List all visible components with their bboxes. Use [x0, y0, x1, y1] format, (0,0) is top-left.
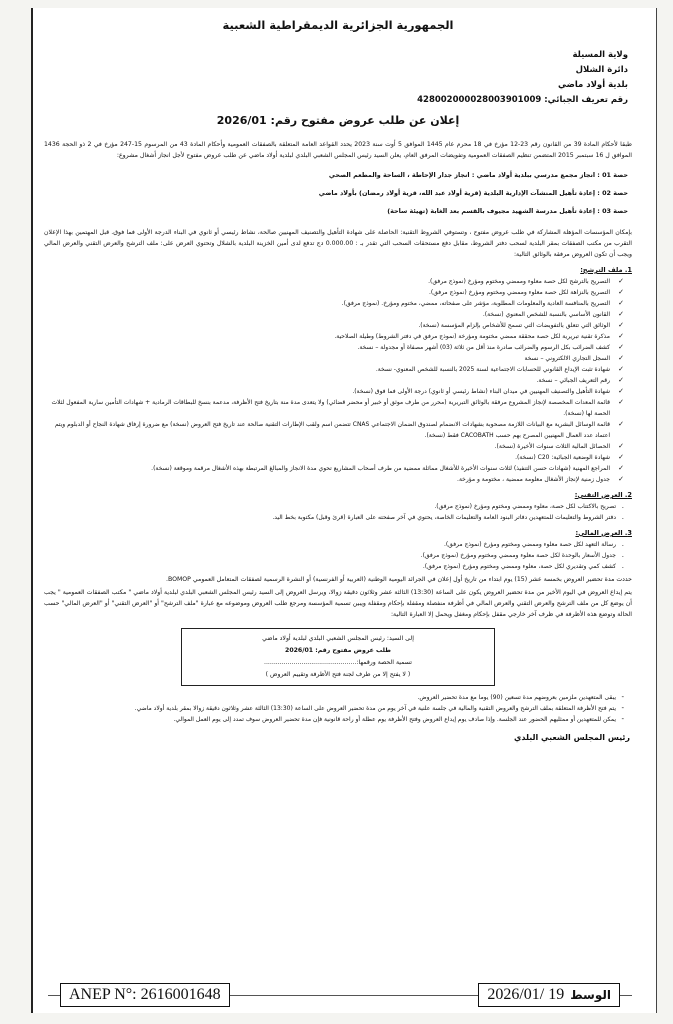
newspaper-name: الوسط: [570, 988, 611, 1002]
candidature-title: 1. ملف الترشح:: [580, 266, 632, 274]
list-item-text: التصريح بالنزاهة لكل حصة معلوء وممضي ومختوم ومؤرخ (نموذج مرفق).: [429, 289, 610, 296]
list-item-text: السجل التجاري الالكتروني – نسخة: [524, 355, 610, 362]
financial-list: [44, 539, 624, 572]
list-item: [44, 320, 624, 331]
check-icon: ✓: [618, 420, 624, 428]
check-icon: ✓: [618, 321, 624, 329]
list-item: [44, 474, 624, 485]
administration-block: [40, 48, 636, 108]
list-item: [44, 276, 624, 287]
notes-list: [44, 692, 624, 725]
list-item: [44, 463, 624, 474]
list-item-text: شهادة الوضعية الجبائية: C20 (نسخة).: [515, 454, 610, 461]
dash-icon: .: [621, 562, 624, 570]
lot-02: حصة 02 : إعادة تأهيل المنشآت الإدارية البلدية (قرية أولاد عبد الله، قرية أولاد رمضان) بأولاد ماضي: [318, 189, 628, 197]
list-item-text: يمكن للمتعهدين أو ممثليهم الحضور عند الجلسة. وإذا صادف يوم إيداع العروض وفتح الأظرفة يوم عطلة أو راحة قانونية فإن مدة تحضير العروض سوف تمدد إلى يوم العمل الموالي.: [173, 716, 616, 723]
list-item-text: الوثائق التي تتعلق بالتفويضات التي تسمح للأشخاص بإلزام المؤسسة (نسخة).: [418, 322, 610, 329]
check-icon: ✓: [618, 387, 624, 395]
list-item: [44, 539, 624, 550]
envelope-line: إلى السيد: رئيس المجلس الشعبي البلدي لبلدية أولاد ماضي: [262, 635, 414, 642]
dash-icon: .: [621, 551, 624, 559]
intro-paragraph: طبقا لأحكام المادة 39 من القانون رقم 23-12 مؤرخ في 18 محرم عام 1445 الموافق 5 أوت سنة 2023 يحدد القواعد العامة المتعلقة بالصفقات العمومية وأحكام المادة 43 من المرسوم 15-247 مؤرخ في 2 ذو الحجة 1436 الموافق ل 16 سبتمبر 2015 المتضمن تنظيم الصفقات العمومية وتفويضات المرفق العام، يعلن السيد رئيس المجلس الشعبي البلدي لبلدية أولاد ماضي عن طلب عروض مفتوح لأجل انجاز أشغال مشروع:: [44, 141, 632, 159]
list-item: [44, 714, 624, 725]
list-item-text: يبقى المتعهدين ملزمين بعروضهم مدة تسعين (90) يوما مع مدة تحضير العروض.: [417, 694, 616, 701]
list-item-text: التصريح بالترشح لكل حصة معلوء وممضي ومختوم ومؤرخ (نموذج مرفق).: [428, 278, 610, 285]
check-icon: ✓: [618, 376, 624, 384]
list-item: [44, 375, 624, 386]
list-item: [44, 441, 624, 452]
dash-icon: -: [621, 704, 624, 712]
list-item: [44, 501, 624, 512]
envelope-line: طلب عروض مفتوح رقم: 2026/01: [285, 647, 391, 654]
list-item: [44, 397, 624, 419]
list-item-text: رقم التعريف الجبائي – نسخة.: [536, 377, 610, 384]
list-item-text: رسالة التعهد لكل حصة معلوء وممضي ومختوم ومؤرخ (نموذج مرفق).: [443, 541, 616, 548]
technical-list: [44, 501, 624, 523]
list-item-text: جدول الأسعار بالوحدة لكل حصة معلوء وممضي ومختوم ومؤرخ (نموذج مرفق).: [420, 552, 616, 559]
check-icon: ✓: [618, 365, 624, 373]
list-item: [44, 331, 624, 342]
announcement-title: إعلان عن طلب عروض مفتوح رقم: 2026/01: [216, 114, 460, 127]
check-icon: ✓: [618, 310, 624, 318]
signature: رئيس المجلس الشعبي البلدي: [514, 733, 630, 742]
check-icon: ✓: [618, 442, 624, 450]
list-item: [44, 287, 624, 298]
list-item-text: دفتر الشروط والتعليمات للمتعهدين دفاتر البنود العامة والتعليمات الخاصة، يحتوي في آخر صفحته على العبارة (قرئ وقبل) مكتوبة بخط اليد.: [272, 514, 616, 521]
list-item-text: شهادة التأهيل والتصنيف المهنيين في ميدان البناء (نشاط رئيسي أو ثانوي) درجة الأولى فما فوق (نسخة).: [352, 388, 610, 395]
announcement-document: [40, 14, 636, 742]
list-item: [44, 452, 624, 463]
dash-icon: -: [621, 693, 624, 701]
check-icon: ✓: [618, 464, 624, 472]
list-item: [44, 550, 624, 561]
list-item-text: الحصائل المالية الثلاث سنوات الأخيرة (نسخة).: [494, 443, 610, 450]
list-item-text: يتم فتح الأظرفة المتعلقة بملف الترشح والعروض التقنية والمالية في جلسة علنية في آخر يوم من مدة تحضير العروض على الساعة (13:30) الثالثة عشر وثلاثون دقيقة زوالا بمقر بلدية أولاد ماضي.: [134, 705, 616, 712]
list-item-text: القانون الأساسي بالنسبة للشخص المعنوي (نسخة).: [482, 311, 610, 318]
list-item-text: كشف كمي وتقديري لكل حصة، معلوء وممضي ومختوم ومؤرخ (نموذج مرفق).: [422, 563, 616, 570]
nif-label: رقم تعريف الجبائي:: [544, 95, 628, 105]
list-item-text: التصريح بالمنافسة العادية والمعلومات المطلوبة، مؤشر على صفحاته، ممضي، مختوم ومؤرخ. (نموذج مرفق).: [341, 300, 610, 307]
list-item: [44, 512, 624, 523]
check-icon: ✓: [618, 354, 624, 362]
list-item: [44, 298, 624, 309]
technical-title: 2. العرض التقني:: [574, 491, 632, 499]
nif-number: 428002000028003901009: [417, 95, 542, 105]
wilaya: ولاية المسيلة: [572, 50, 628, 60]
eligibility-paragraph: بإمكان المؤسسات المؤهلة المشاركة في طلب عروض مفتوح ، وتستوفي الشروط التقنية: الحاصلة على شهادة التأهيل والتصنيف المهنيين صالحة، نشاط رئيسي أو ثانوي في البناء الدرجة الأولى فما فوق. قبل المهتمين بهذا الإعلان التقرب من مكتب الصفقات بمقر البلدية لسحب دفتر الشروط، مقابل دفع مستحقات السحب التي تقدر بـ : 0.000.00 دج تدفع لدى أمين الخزينة البلدية بالشلال وتحتوي العرض على: ملف الترشح والعرض التقني والعرض المالي ويجب أن تكون العروض مرفقة بالوثائق التالية:: [44, 229, 632, 258]
list-item: [44, 703, 624, 714]
candidature-list: [44, 276, 624, 485]
list-item-text: المراجع المهنية (شهادات حسن التنفيذ) لثلاث سنوات الأخيرة للأشغال مماثلة ممضية من طرف أصحاب المشاريع تحوي مدة الانجاز والمبالغ المرتبطة بهذه الأشغال مرقمة وموقعة (نسخة).: [151, 465, 610, 472]
envelope-line: ( لا يفتح إلا من طرف لجنة فتح الأظرفة وتقييم العروض ): [265, 671, 411, 678]
list-item-text: كشف الضرائب بكل الرسوم والضرائب صادرة منذ أقل من ثلاثة (03) أشهر مصفاة أو مجدولة – نسخة.: [357, 344, 610, 351]
publication-date: 2026/01/ 19: [487, 986, 565, 1003]
list-item: [44, 419, 624, 441]
daira: دائرة الشلال: [575, 65, 628, 75]
deadline-paragraph: حددت مدة تحضير العروض بخمسة عشر (15) يوم ابتداء من تاريخ أول إعلان في الجرائد اليومية الوطنية (العربية أو الفرنسية) أو النشرة الرسمية لصفقات المتعامل العمومي BOMOP.: [165, 576, 632, 583]
dash-icon: .: [621, 540, 624, 548]
anep-number: ANEP N°: 2616001648: [60, 983, 230, 1007]
envelope-box: [181, 628, 495, 686]
check-icon: ✓: [618, 288, 624, 296]
list-item-text: تصريح بالاكتتاب لكل حصة، معلوء وممضي ومختوم ومؤرخ (نموذج مرفق).: [434, 503, 616, 510]
check-icon: ✓: [618, 453, 624, 461]
republic-header: الجمهورية الجزائرية الديمقراطية الشعبية: [222, 18, 454, 32]
dash-icon: .: [621, 502, 624, 510]
deposit-paragraph: يتم إيداع العروض في اليوم الأخير من مدة تحضير العروض يكون على الساعة (13:30) الثالثة عشر وثلاثون دقيقة زوالا، ويرسل العروض إلى السيد رئيس المجلس الشعبي البلدي لبلدية أولاد ماضي " مكتب الصفقات العمومية " يجب أن يوضع كل من ملف الترشح والعرض التقني والعرض المالي في أظرفة منفصلة ومقفلة بإحكام ومقفلة ويبين تسمية المؤسسة ومرجع طلب العروض وموضوعه مع عبارة "ملف الترشح" أو "العرض التقني" أو "العرض المالي" حسب الحالة وتوضع هذه الأظرفة في ظرف آخر خارجي مقفل بإحكام ومغفل ويحمل إلا العبارة التالية:: [44, 589, 632, 618]
list-item-text: قائمة الوسائل البشرية مع البيانات اللازمة مصحوبة بشهادات الانضمام لصندوق الضمان الاجتماعي CNAS تتضمن اسم ولقب الإطارات التقنية صالحة عند تاريخ فتح العروض (نسخة) مع ضرورة إرفاق شهادة النجاح أو الدبلوم ويتم اعتماد عدد العمال المهنيين المصرح بهم حسب CACOBATH فقط (نسخة).: [54, 421, 610, 439]
lot-01: حصة 01 : انجاز مجمع مدرسي ببلدية أولاد ماضي : انجاز جدار الإحاطة ، الساحة والمطعم الصحي: [328, 171, 628, 179]
list-item-text: مذكرة تقنية تبريرية لكل حصة محققة ممضي مختومة ومؤرخة (نموذج مرفق في دفتر الشروط) وطيلة الصلاحية.: [334, 333, 610, 340]
publication-date-box: [478, 983, 620, 1007]
lot-03: حصة 03 : إعادة تأهيل مدرسة الشهيد مجيوف بالقسم بعد الغابة (تهيئة ساحة): [387, 207, 628, 215]
list-item: [44, 386, 624, 397]
dash-icon: -: [621, 715, 624, 723]
list-item: [44, 309, 624, 320]
list-item: [44, 342, 624, 353]
list-item-text: شهادة تثبت الإيداع القانوني للحسابات الاجتماعية لسنة 2025 بالنسبة للشخص المعنوي- نسخة.: [375, 366, 610, 373]
check-icon: ✓: [618, 475, 624, 483]
list-item: [44, 561, 624, 572]
list-item: [44, 692, 624, 703]
check-icon: ✓: [618, 398, 624, 406]
dash-icon: .: [621, 513, 624, 521]
commune: بلدية أولاد ماضي: [558, 80, 628, 90]
check-icon: ✓: [618, 299, 624, 307]
financial-title: 3. العرض المالي:: [575, 529, 632, 537]
check-icon: ✓: [618, 277, 624, 285]
footer: [60, 983, 620, 1007]
list-item-text: جدول زمنية لإنجاز الأشغال معلومة ممضية ، مختومة و مؤرخة.: [457, 476, 610, 483]
check-icon: ✓: [618, 343, 624, 351]
check-icon: ✓: [618, 332, 624, 340]
list-item-text: قائمة المعدات المخصصة لإنجاز المشروع مرفقة بالوثائق التبريرية (محرر من طرف موثق أو خبير أو محضر قضائي) ولا يتعدى مدة منة بتاريخ فتح الأظرفة، مدعمة بنسخ للبطاقات الرمادية + شهادات التأمين سارية المفعول لثلاث الحصة لها (نسخة).: [51, 399, 610, 417]
envelope-line: تسمية الحصة ورقمها:...............................................: [264, 659, 412, 666]
nif-line: [40, 93, 628, 108]
list-item: [44, 353, 624, 364]
list-item: [44, 364, 624, 375]
